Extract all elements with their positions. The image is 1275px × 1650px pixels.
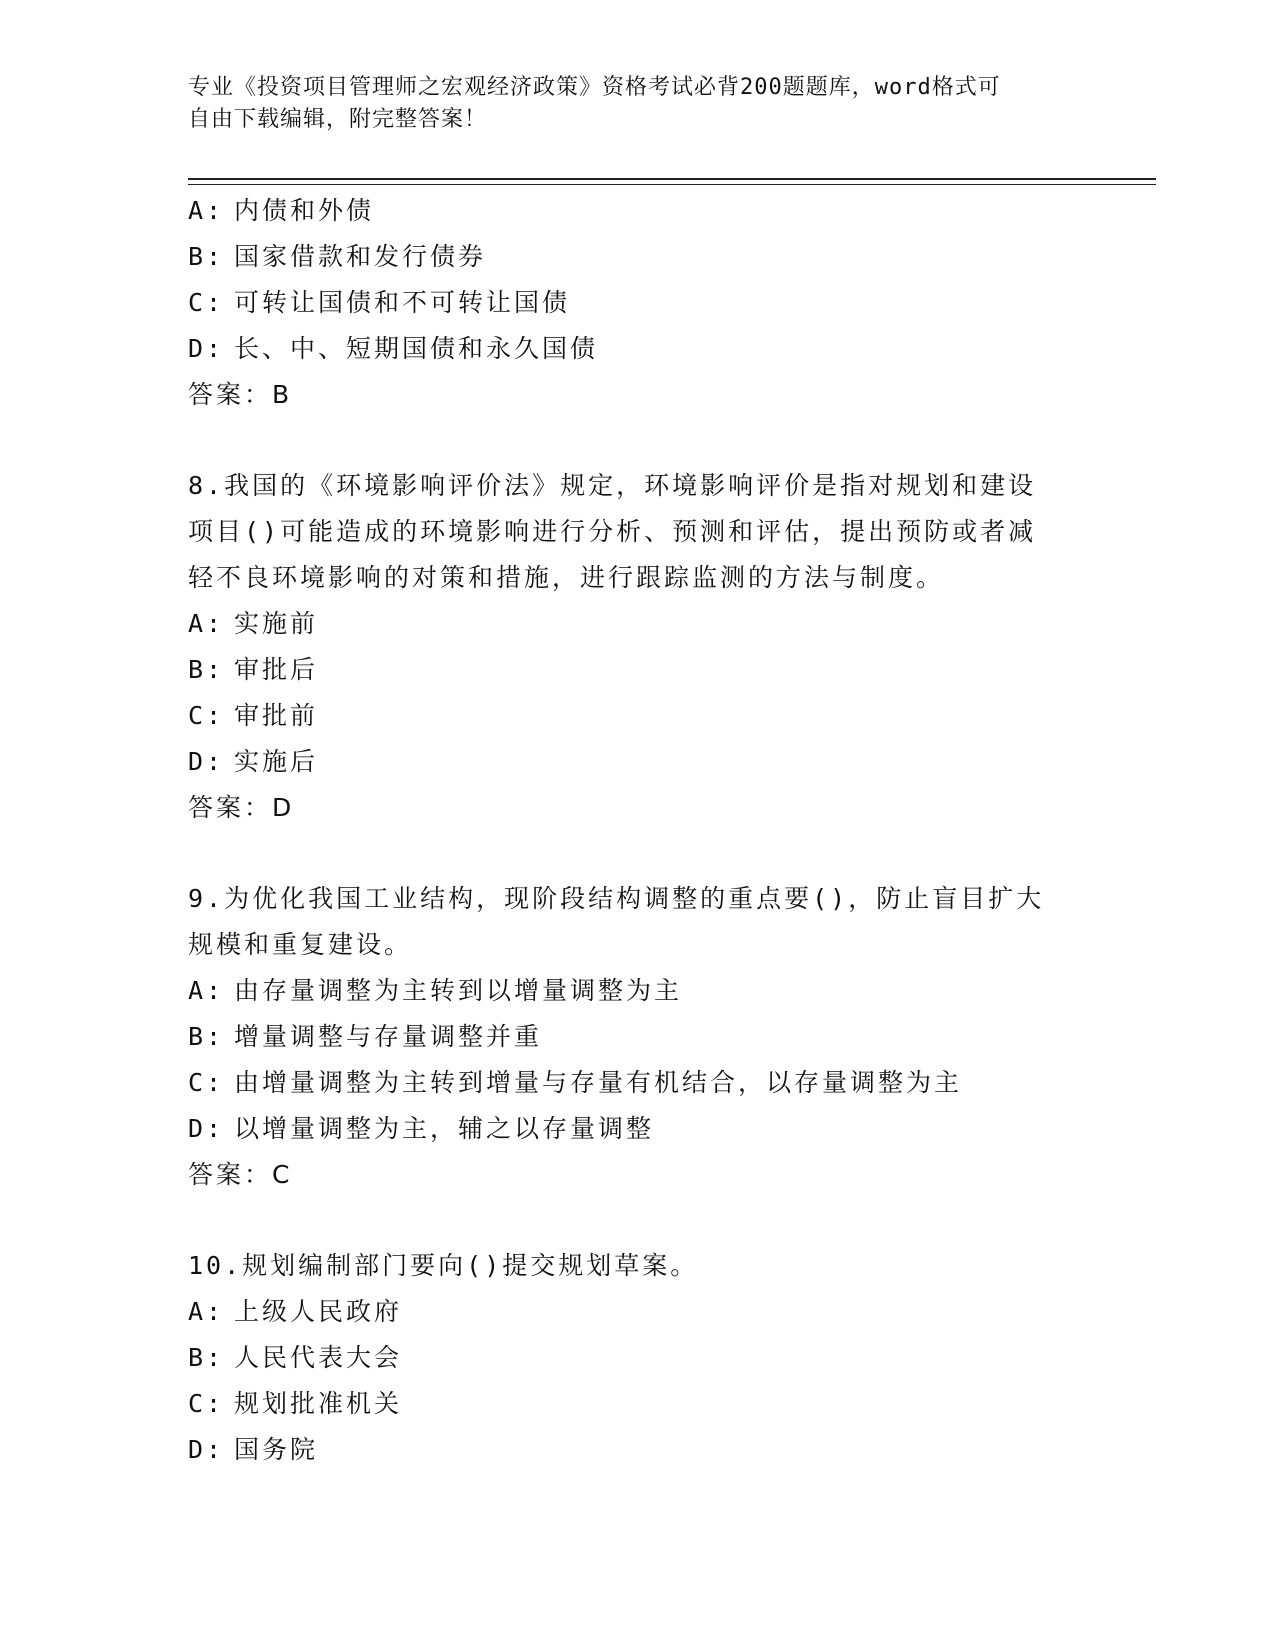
option-key: B: (188, 655, 225, 684)
question-content (188, 188, 1068, 1473)
option-text: 实施前 (234, 609, 319, 638)
document-header (188, 72, 1078, 136)
header-line-2: 自由下载编辑，附完整答案！ (188, 107, 488, 132)
question-stem-line: 规模和重复建设。 (188, 930, 413, 959)
option-key: B: (188, 1343, 225, 1372)
header-rule-thick (188, 178, 1156, 180)
option-a (188, 968, 1068, 1014)
option-a (188, 601, 1068, 647)
spacer (188, 1198, 1068, 1243)
question-7 (188, 188, 1068, 418)
option-c (188, 1381, 1068, 1427)
question-stem-line: 8.我国的《环境影响评价法》规定，环境影响评价是指对规划和建设 (188, 471, 1037, 500)
header-line-1: 专业《投资项目管理师之宏观经济政策》资格考试必背200题题库，word格式可 (188, 75, 1001, 100)
option-key: D: (188, 747, 225, 776)
header-rule-thin (188, 184, 1156, 185)
question-8 (188, 463, 1068, 831)
option-b (188, 234, 1068, 280)
option-text: 审批后 (234, 655, 319, 684)
answer-line: 答案：C (188, 1160, 293, 1189)
question-stem-line: 10.规划编制部门要向()提交规划草案。 (188, 1251, 699, 1280)
option-c (188, 280, 1068, 326)
option-text: 国家借款和发行债券 (234, 242, 487, 271)
option-b (188, 1014, 1068, 1060)
option-d (188, 1106, 1068, 1152)
option-key: C: (188, 1068, 225, 1097)
option-text: 人民代表大会 (234, 1343, 403, 1372)
option-key: D: (188, 1435, 225, 1464)
option-c (188, 693, 1068, 739)
option-text: 以增量调整为主，辅之以存量调整 (234, 1114, 655, 1143)
option-a (188, 1289, 1068, 1335)
option-b (188, 1335, 1068, 1381)
option-text: 上级人民政府 (234, 1297, 403, 1326)
option-text: 长、中、短期国债和永久国债 (234, 334, 599, 363)
option-text: 内债和外债 (234, 196, 375, 225)
option-key: A: (188, 196, 225, 225)
option-a (188, 188, 1068, 234)
option-b (188, 647, 1068, 693)
option-key: B: (188, 1022, 225, 1051)
question-10 (188, 1243, 1068, 1473)
option-key: B: (188, 242, 225, 271)
question-stem-line: 项目()可能造成的环境影响进行分析、预测和评估，提出预防或者减 (188, 517, 1037, 546)
option-text: 审批前 (234, 701, 319, 730)
option-text: 规划批准机关 (234, 1389, 403, 1418)
option-key: D: (188, 1114, 225, 1143)
option-text: 由存量调整为主转到以增量调整为主 (234, 976, 683, 1005)
option-key: C: (188, 1389, 225, 1418)
answer-line: 答案：D (188, 793, 295, 822)
option-text: 可转让国债和不可转让国债 (234, 288, 571, 317)
option-d (188, 326, 1068, 372)
option-text: 由增量调整为主转到增量与存量有机结合，以存量调整为主 (234, 1068, 963, 1097)
answer-line: 答案：B (188, 380, 293, 409)
option-key: D: (188, 334, 225, 363)
spacer (188, 418, 1068, 463)
option-d (188, 739, 1068, 785)
option-key: A: (188, 976, 225, 1005)
option-c (188, 1060, 1068, 1106)
spacer (188, 831, 1068, 876)
question-9 (188, 876, 1068, 1198)
question-stem-line: 9.为优化我国工业结构，现阶段结构调整的重点要()，防止盲目扩大 (188, 884, 1045, 913)
option-key: C: (188, 701, 225, 730)
option-text: 实施后 (234, 747, 319, 776)
option-text: 国务院 (234, 1435, 319, 1464)
option-key: C: (188, 288, 225, 317)
option-key: A: (188, 1297, 225, 1326)
question-stem-line: 轻不良环境影响的对策和措施，进行跟踪监测的方法与制度。 (188, 563, 945, 592)
option-text: 增量调整与存量调整并重 (234, 1022, 543, 1051)
option-key: A: (188, 609, 225, 638)
option-d (188, 1427, 1068, 1473)
